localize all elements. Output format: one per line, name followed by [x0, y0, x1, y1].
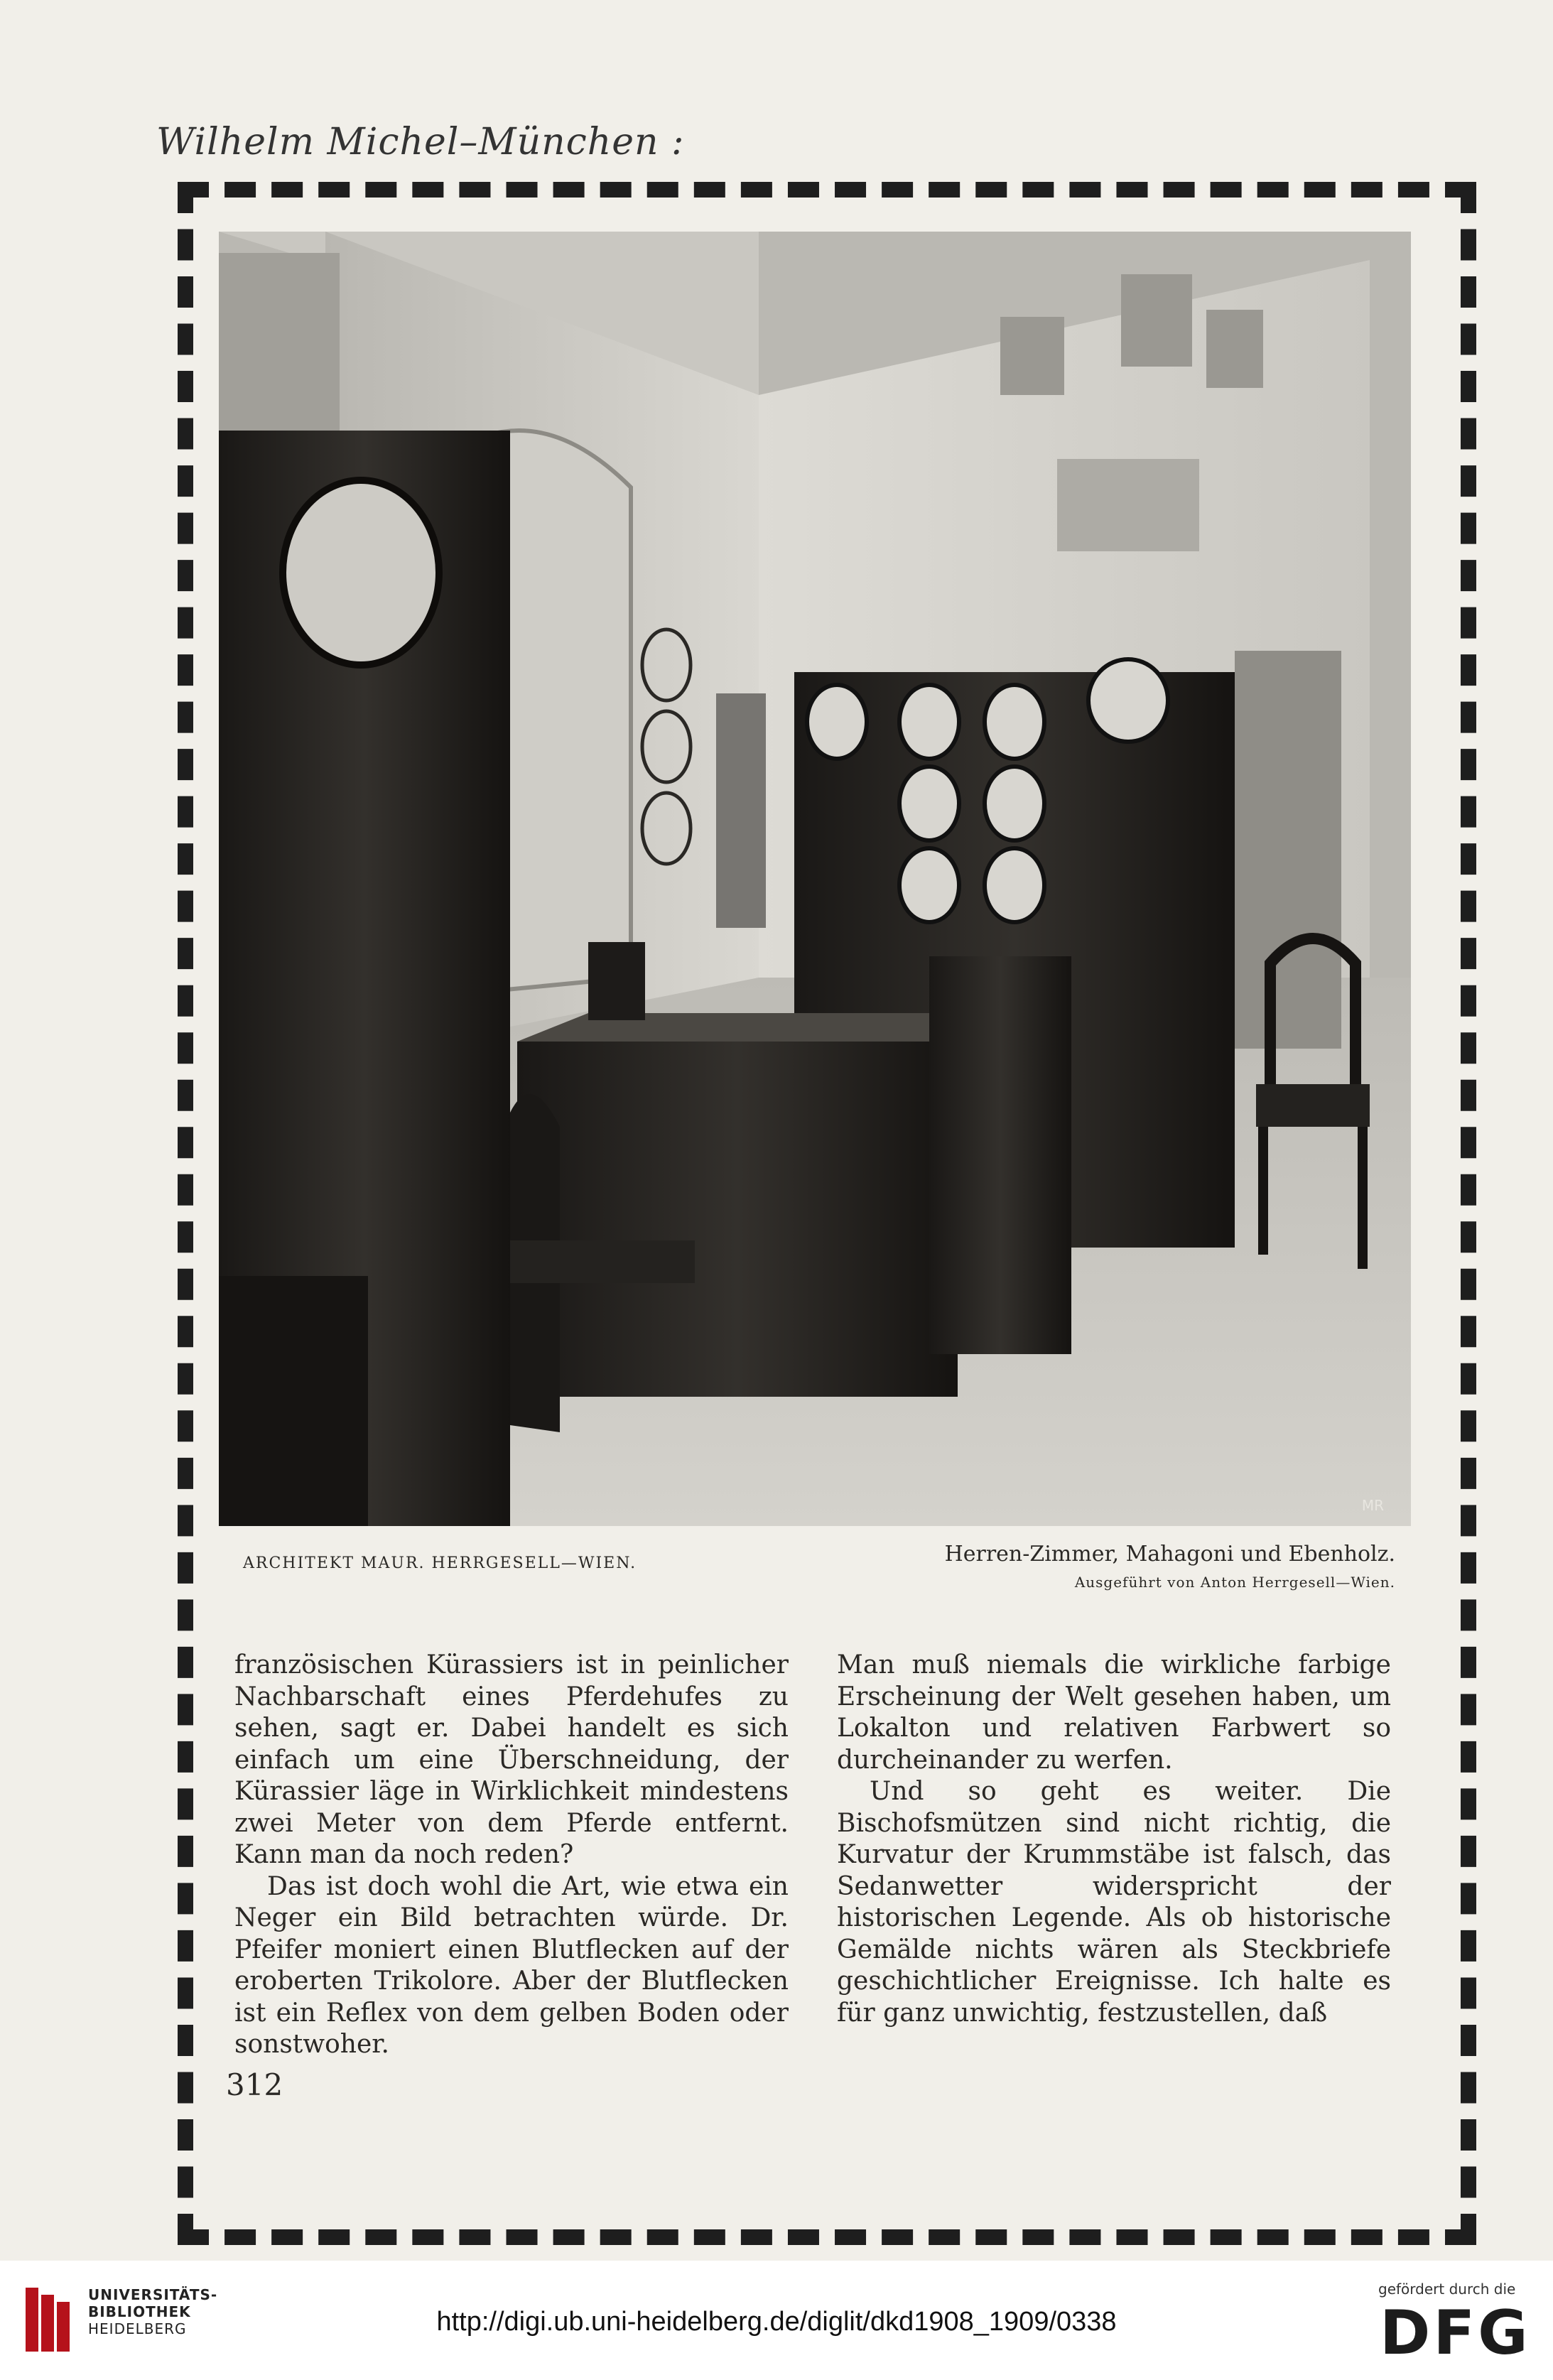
running-head: Wilhelm Michel–München : [156, 121, 685, 163]
paragraph: Man muß niemals die wirkliche farbige Erscheinung der Welt gesehen haben, um Lokalton und relativen Farbwert so durcheinander zu werfen. [837, 1650, 1391, 1775]
library-line: HEIDELBERG [88, 2320, 187, 2337]
paragraph: Und so geht es weiter. Die Bischofsmützen sind nicht richtig, die Kurvatur der Krummstäbe ist falsch, das Sedanwetter widerspricht der historischen Legende. Als ob historische Gemälde nichts wären als Steckbriefe geschichtlicher Ereignisse. Ich halte es für ganz unwichtig, festzustellen, daß [837, 1777, 1391, 2028]
caption-architect: ARCHITEKT MAUR. HERRGESELL—WIEN. [243, 1554, 637, 1572]
text-column-left [234, 1650, 789, 2061]
permalink-url[interactable]: http://digi.ub.uni-heidelberg.de/diglit/dkd1908_1909/0338 [436, 2307, 1117, 2337]
page-number: 312 [226, 2067, 283, 2102]
caption-title-block [945, 1542, 1395, 1591]
caption-executed-by: Ausgeführt von Anton Herrgesell—Wien. [1074, 1574, 1395, 1591]
funded-by-label: gefördert durch die [1378, 2281, 1516, 2298]
paragraph: Das ist doch wohl die Art, wie etwa ein Neger ein Bild betrachten würde. Dr. Pfeifer moniert einen Blutflecken auf der eroberten Trikolore. Aber der Blutflecken ist ein Reflex von dem gelben Boden oder sonstwoher. [234, 1871, 789, 2059]
library-line: UNIVERSITÄTS- [88, 2286, 218, 2303]
photo-monogram: MR [1361, 1497, 1384, 1514]
caption-room-title: Herren-Zimmer, Mahagoni und Ebenholz. [944, 1542, 1395, 1567]
interior-photograph [219, 232, 1411, 1526]
library-line: BIBLIOTHEK [88, 2303, 191, 2320]
dfg-logo[interactable]: DFG [1380, 2298, 1531, 2369]
text-column-right [837, 1650, 1391, 2029]
paragraph: französischen Kürassiers ist in peinlicher Nachbarschaft eines Pferdehufes zu sehen, sagt er. Dabei handelt es sich einfach um eine Überschneidung, der Kürassier läge in Wirklichkeit mindestens zwei Meter von dem Pferde entfernt. Kann man da noch reden? [234, 1650, 789, 1869]
